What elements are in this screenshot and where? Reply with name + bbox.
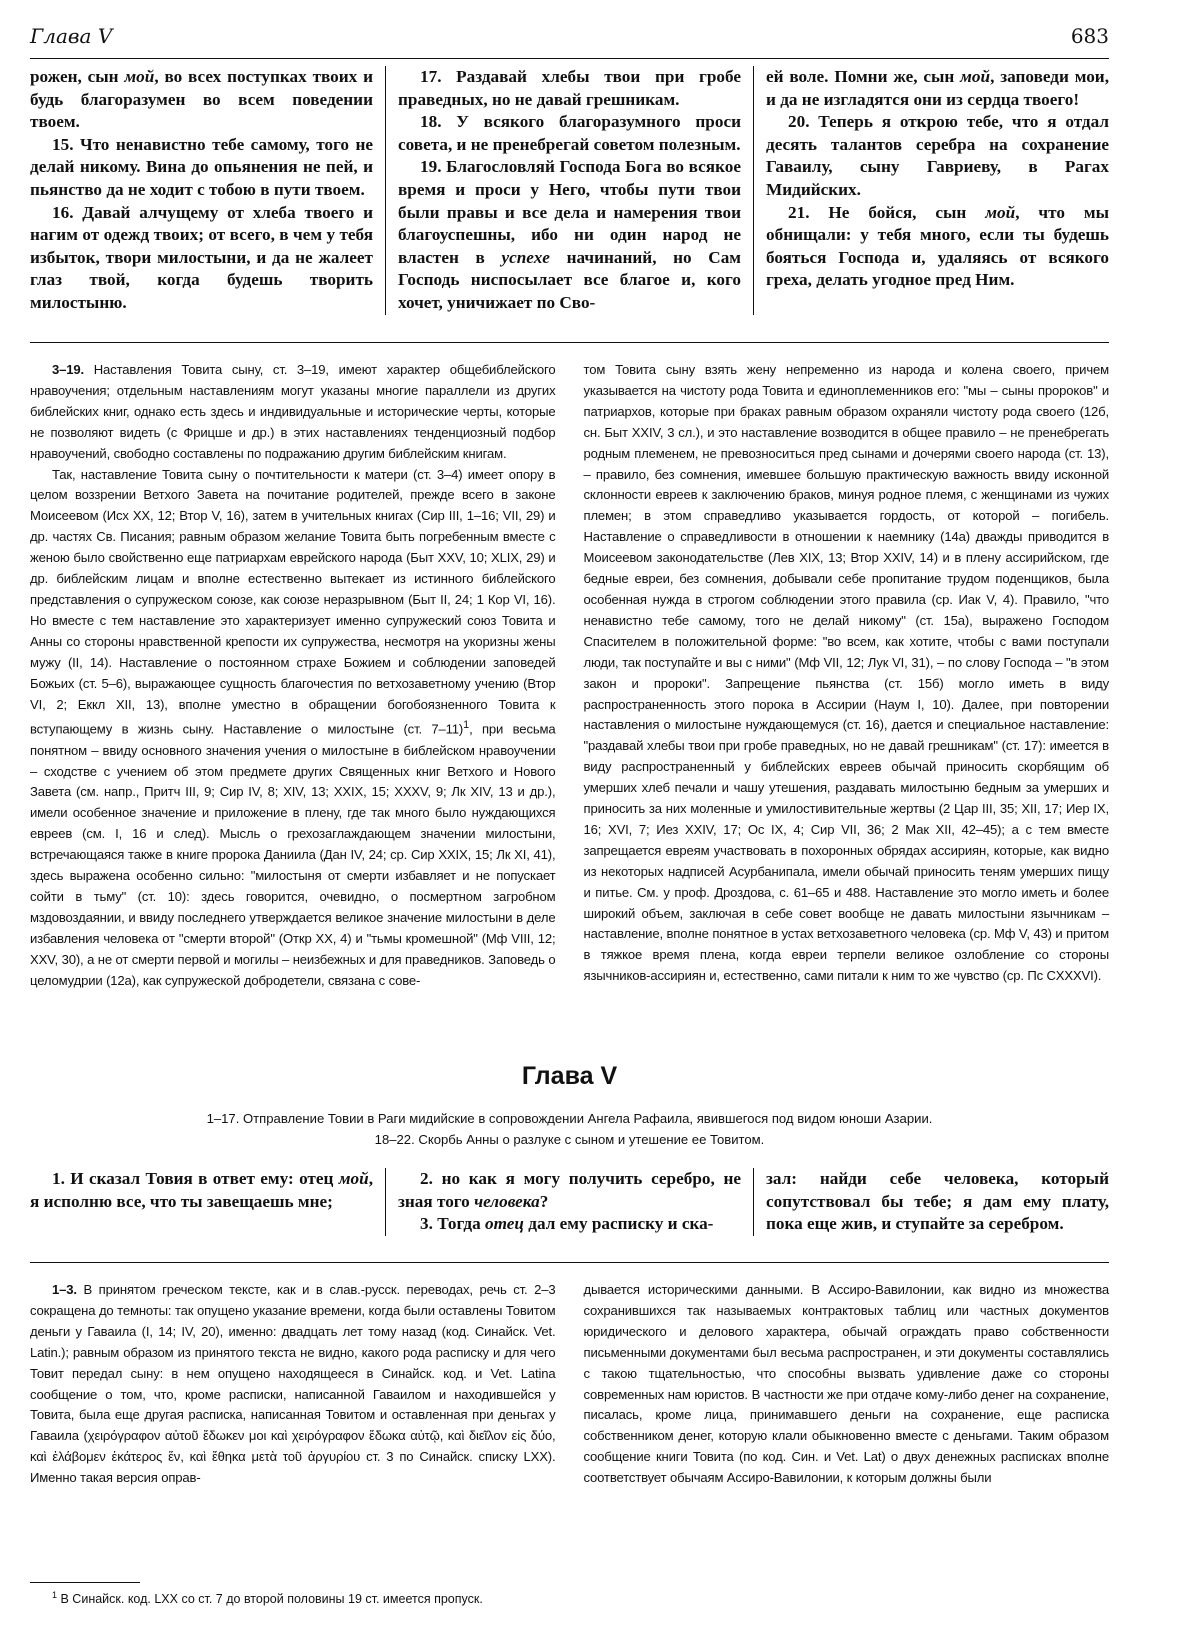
commentary-para: 1–3. В принятом греческом тексте, как и в слав.-русск. переводах, речь ст. 2–3 сокращена до темноты: так опущено указание времени, когда были оставлены Товитом деньги у Гаваила (I, 14; IV, 20), именно: двадцать лет тому назад (код. Синайск. Vet. Latin.); равным образом из принятого текста не видно, какого рода расписку и для чего Товит передал сыну: в нем опущено находящееся в Синайск. код. и Vet. Latina сообщение о том, что, кроме расписки, написанной Гаваилом и находившейся у Товита, была еще другая расписка, написанная Товитом и оставленная при деньгах у Гаваила (χειρόγραφον αὐτοῦ ἔδωκεν μοι καὶ χειρόγραφον ἔδωκα αὐτῷ, καὶ διεῖλον εἰς δύο, καὶ ἐλάβομεν ἑκάτερος ἕν, καὶ ἔθηκα μετὰ τοῦ ἀργυρίου ст. 3 по Синайск. списку LXX). Именно такая версия оправ- bbox=[30, 1282, 556, 1486]
verse-17: 17. Раздавай хлебы твои при гробе праведных, но не давай грешникам. bbox=[398, 67, 741, 109]
footnote-text: В Синайск. код. LXX со ст. 7 до второй половины 19 ст. имеется пропуск. bbox=[60, 1592, 483, 1607]
bible-column-1 bbox=[30, 1168, 385, 1236]
summary-line: 18–22. Скорбь Анны о разлуке с сыном и утешение ее Товитом. bbox=[374, 1132, 765, 1147]
running-header bbox=[30, 18, 1109, 59]
section-divider bbox=[30, 342, 1109, 343]
verse-19: 19. Благословляй Господа Бога во всякое время и проси у Него, чтобы пути твои были правы и все дела и намерения твои благоуспешны, ибо ни один народ не властен в успехе начинаний, но Сам Господь ниспосылает все благое и, кого хочет, уничижает по Сво- bbox=[398, 157, 742, 312]
italic-word: мой bbox=[960, 67, 991, 86]
footnote-mark: 1 bbox=[52, 1590, 58, 1600]
italic-word: мой bbox=[985, 202, 1016, 222]
commentary-column-1 bbox=[30, 1280, 556, 1489]
verse-ref: 1–3. bbox=[52, 1282, 77, 1297]
commentary-column-2 bbox=[584, 1280, 1110, 1489]
italic-word: успехе bbox=[501, 247, 550, 267]
commentary-para: Так, наставление Товита сыну о почтительности к матери (ст. 3–4) имеет опору в целом воззрении Ветхого Завета на почитание родителей, прежде всего в законе Моисеевом (Исх XX, 12; Втор V, 16), затем в учительных книгах (Сир III, 1–16; VII, 29) и др. частях Св. Писания; равным образом желание Товита быть погребенным вместе с женою было свойственно еще патриархам еврейского народа (Быт XXV, 10; XLIX, 29) и др. библейским лицам и вполне естественно вытекает из истинного библейского представления о супружеском союзе, как союзе неразрывном (Быт II, 24; 1 Кор VI, 16). Но вместе с тем наставление это характеризует именно супружеский союз Товита и Анны со стороны нравственной крепости их супружества, несмотря на укоризны жены мужу (II, 14). Наставление о постоянном страхе Божием и соблюдении заповедей Божьих (ст. 5–6), выражающее сущность благочестия по ветхозаветному учению (Втор VI, 2; Еккл XII, 13), вполне уместно в обращении богобоязненного Товита к вступающему в жизнь сыну. Наставление о милостыне (ст. 7–11)$^1$, при весьма понятном – ввиду основного значения учения о милостыне в библейском нравоучении – сходстве с учением об этом предмете других Священных книг Ветхого и Нового Завета (см. напр., Притч III, 9; Сир IV, 8; XIV, 13; XXIX, 15; XXXV, 9; Лк XIV, 13 и др.), имели особенное значение и приложение в плену, где так много было нуждающихся евреев (см. I, 16 и след). Мысль о грехозаглаждающем значении милостыни, встречающаяся также в книге пророка Даниила (Дан IV, 24; ср. Сир XXIX, 15; Лк XI, 41), здесь выражена особенно сильно: "милостыня от смерти избавляет и не попускает сойти в тьму" (ст. 10): здесь говорится, очевидно, о посмертном загробном мздовоздаянии, и ввиду последнего утверждается великое значение милостыни в деле избавления человека от "смерти второй" (Откр XX, 4) и "тьмы кромешной" (Мф VIII, 12; XXV, 30), а не от смерти первой и могилы – неизбежных и для праведников. Заповедь о целомудрии (12а), как супружеской добродетели, связана с сове- bbox=[30, 466, 556, 988]
running-header-chapter: Глава V bbox=[30, 24, 113, 48]
italic-word: мой bbox=[338, 1169, 369, 1188]
footnote bbox=[52, 1590, 483, 1606]
bible-column-3 bbox=[753, 66, 1109, 315]
chapter4-commentary bbox=[30, 360, 1109, 992]
footnote-divider bbox=[30, 1582, 140, 1583]
verse-16: 16. Давай алчущему от хлеба твоего и нагим от одежд твоих; от всего, в чем у тебя избыток, твори милостыни, и да не жалеет глаз твой, когда будешь творить милостыню. bbox=[30, 202, 373, 312]
verse-ref: 3–19. bbox=[52, 362, 85, 377]
verse-19-end: ей воле. Помни же, сын мой, заповеди мои, и да не изгладятся они из сердца твоего! bbox=[766, 67, 1109, 109]
commentary-column-2 bbox=[584, 360, 1110, 992]
chapter-summary bbox=[30, 1108, 1109, 1150]
verse-1: 1. И сказал Товия в ответ ему: отец мой, я исполню все, что ты завещаешь мне; bbox=[30, 1169, 373, 1211]
chapter-title: Глава V bbox=[521, 1062, 618, 1090]
verse-21: 21. Не бойся, сын мой, что мы обнищали: у тебя много, если ты будешь бояться Господа и, удаляясь от всякого греха, делать угодное пред Ним. bbox=[766, 202, 1109, 290]
verse-3-end: зал: найди себе человека, который сопутствовал бы тебе; я дам ему плату, пока еще жив, и ступайте за серебром. bbox=[766, 1169, 1109, 1234]
chapter4-bible-text bbox=[30, 66, 1109, 315]
bible-column-1 bbox=[30, 66, 385, 315]
bible-column-3 bbox=[753, 1168, 1109, 1236]
page-number: 683 bbox=[1070, 24, 1109, 48]
verse-18: 18. У всякого благоразумного проси совета, и не пренебрегай советом полезным. bbox=[398, 112, 741, 154]
footnote-ref: 1 bbox=[463, 719, 470, 732]
verse-2: 2. но как я могу получить серебро, не зная того человека? bbox=[398, 1169, 741, 1211]
bible-column-2 bbox=[385, 66, 753, 315]
commentary-para: 3–19. Наставления Товита сыну, ст. 3–19, имеют характер общебиблейского нравоучения; отдельным наставлениям могут указаны многие параллели из других библейских книг, однако есть здесь и индивидуальные и исторические черты, которые не позволяют видеть (с Фрицше и др.) в этих наставлениях тенденциозный подбор нравоучений, свободно составлены по подражанию другим библейским книгам. bbox=[30, 362, 556, 461]
commentary-para: том Товита сыну взять жену непременно из народа и колена своего, причем указывается на чистоту рода Товита и единоплеменников его: "мы – сыны пророков" и патриархов, которые при браках равным образом охраняли чистоту рода своего (12б, сн. Быт XXIV, 3 сл.), и это наставление возводится в общее правило – не пренебрегать родным племенем, не превозноситься пред сынами и дочерями своего народа (ст. 13), – правило, без сомнения, имевшее большую практическую важность ввиду исконной склонности евреев к заключению браков, минуя родное племя, с женщинами из чужих племен; в этом справедливо указывается гордость, от которой – погибель. Наставление о справедливости в отношении к наемнику (14а) дважды приводится в Моисеевом законодательстве (Лев XIX, 13; Втор XXIV, 14) и в плену ассирийском, где бедные евреи, без сомнения, добывали себе пропитание трудом поденщиков, была особенная нужда в строгом соблюдении этого правила (ср. Иак V, 4). Правило, "что ненавистно тебе самому, того не делай никому" (ст. 15а), выражено Господом Спасителем в положительной форме: "во всем, как хотите, чтобы с вами поступали люди, так поступайте и вы с ними" (Мф VII, 12; Лук VI, 31), – по слову Господа – "в этом закон и пророки". Запрещение пьянства (ст. 15б) могло иметь в виду распространенность этого порока в Ассирии (Наум I, 10). Далее, при повторении наставления о милостыне нуждающемуся (ст. 16), дается и специальное наставление: "раздавай хлебы твои при гробе праведных, но не давай грешникам" (ст. 17): имеется в виду распространенный у библейских евреев обычай приносить скорбящим об умерших хлеб печали и чашу утешения, раздавать милостыню бедным за умерших и приносить за них моленные и умилостивительные жертвы (2 Цар III, 35; XII, 17; Иер IX, 16; XVI, 7; Иез XXIV, 17; Ос IX, 4; Сир VII, 36; 2 Мак XII, 42–45); а с тем вместе запрещается евреям участвовать в похоронных обрядах ассириян, которые, как видно из некоторых надписей Асурбанипала, имели обычай приносить теням умерших пищу и питье. См. у проф. Дроздова, с. 61–65 и 488. Наставление это могло иметь и более широкий объем, заключая в себе совет вообще не давать милостыни язычникам – наставление, вполне понятное в устах ветхозаветного человека (ср. Мф V, 43) и притом в тяжкое время плена, когда евреи терпели великое озлобление со стороны язычников-ассириян и, естественно, сами питали к ним то же чувство (ср. Пс CXXXVI). bbox=[583, 362, 1109, 984]
chapter5-bible-text bbox=[30, 1168, 1109, 1236]
verse-3: 3. Тогда отец дал ему расписку и ска- bbox=[420, 1214, 714, 1234]
verse-20: 20. Теперь я открою тебе, что я отдал десять талантов серебра на сохранение Гаваилу, сыну Гавриеву, в Рагах Мидийских. bbox=[766, 112, 1109, 199]
verse-14-end: рожен, сын мой, во всех поступках твоих и будь благоразумен во всем поведении твоем. bbox=[30, 67, 373, 132]
chapter5-commentary bbox=[30, 1280, 1109, 1489]
italic-word: человека bbox=[474, 1191, 540, 1211]
bible-column-2 bbox=[385, 1168, 753, 1236]
italic-word: отец bbox=[485, 1214, 524, 1234]
section-divider bbox=[30, 1262, 1109, 1263]
commentary-para: дывается историческими данными. В Ассиро-Вавилонии, как видно из множества сохранившихся так называемых контрактовых таблиц или частных документов юридического и делового характера, обычай ограждать право собственности письменными документами был весьма распространен, и эти документы составлялись с такою тщательностью, что способны вызвать удивление даже со стороны современных нам юристов. В частности же при отдаче кому-либо денег на сохранение, писалась, кроме лица, принимавшего деньги на сохранение, еще расписка собственником денег, которую клали обыкновенно вместе с деньгами. Таким образом сообщение книги Товита (по код. Син. и Vet. Lat) о двух денежных расписках вполне соответствует обычаям Ассиро-Вавилонии, к которым должны были bbox=[583, 1282, 1109, 1486]
verse-15: 15. Что ненавистно тебе самому, того не делай никому. Вина до опьянения не пей, и пьянство да не ходит с тобою в пути твоем. bbox=[30, 134, 373, 199]
commentary-column-1 bbox=[30, 360, 556, 992]
summary-line: 1–17. Отправление Товии в Раги мидийские в сопровождении Ангела Рафаила, явившегося под видом юноши Азарии. bbox=[206, 1111, 933, 1126]
italic-word: мой bbox=[124, 67, 155, 86]
